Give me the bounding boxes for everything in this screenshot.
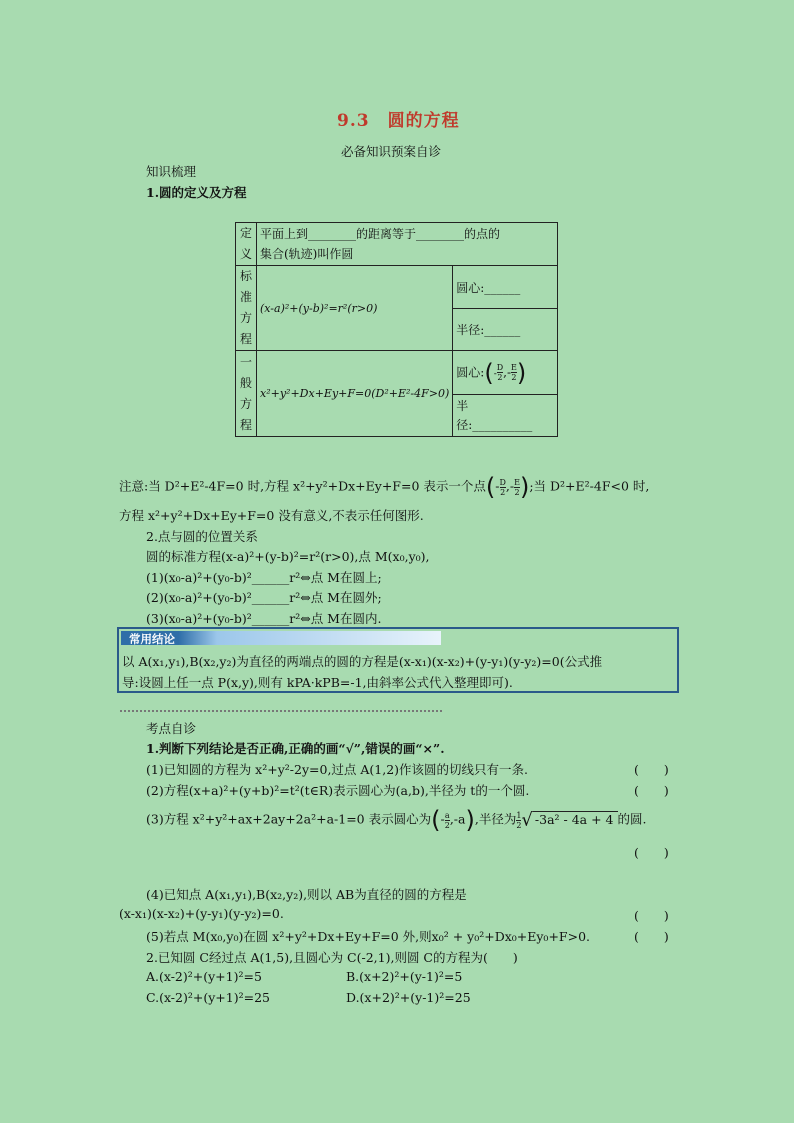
general-center: 圆心:(- $\frac{D}{2}$ ,- $\frac{E}{2}$ )	[453, 351, 558, 395]
answer-paren-4: ( )	[634, 908, 669, 923]
common-line-1: 以 A(x₁,y₁),B(x₂,y₂)为直径的两端点的圆的方程是(x-x₁)(x-x₂)+(y-y₁)(y-y₂)=0(公式推	[122, 654, 603, 669]
note-line-2: 方程 x²+y²+Dx+Ey+F=0 没有意义,不表示任何图形.	[119, 508, 424, 523]
relation-item-3: (3)(x₀-a)²+(y₀-b)²______r²⇔点 M在圆内.	[146, 611, 382, 626]
divider	[120, 710, 442, 712]
section-1-heading: 1.圆的定义及方程	[146, 185, 247, 200]
general-equation: x²+y²+Dx+Ey+F=0(D²+E²-4F>0)	[257, 351, 453, 437]
section-2-heading: 2.点与圆的位置关系	[146, 529, 258, 544]
relation-intro: 圆的标准方程(x-a)²+(y-b)²=r²(r>0),点 M(x₀,y₀),	[146, 549, 430, 564]
relation-item-2: (2)(x₀-a)²+(y₀-b)²______r²⇔点 M在圆外;	[146, 590, 382, 605]
question-1-4-a: (4)已知点 A(x₁,y₁),B(x₂,y₂),则以 AB为直径的圆的方程是	[146, 887, 467, 902]
page-subtitle: 必备知识预案自诊	[341, 144, 442, 159]
center-y-fraction: $\frac{E}{2}$	[511, 363, 517, 382]
definition-line-2: 集合(轨迹)叫作圆	[260, 247, 354, 261]
question-1-5: (5)若点 M(x₀,y₀)在圆 x²+y²+Dx+Ey+F=0 外,则x₀² + y₀²+Dx₀+Ey₀+F>0.	[146, 929, 590, 944]
definition-cell	[257, 223, 558, 266]
note-line-1: 注意:当 D²+E²-4F=0 时,方程 x²+y²+Dx+Ey+F=0 表示一个点(- $\frac{D}{2}$ ,- $\frac{E}{2}$ );当 D²+E²-4F<0 时,	[119, 473, 650, 501]
page-title: 9.3 圆的方程	[337, 111, 460, 131]
answer-paren-1: ( )	[634, 762, 669, 777]
option-b: B.(x+2)²+(y-1)²=5	[346, 969, 463, 984]
common-conclusion-tab: 常用结论	[121, 631, 441, 645]
section-exam-heading: 考点自诊	[146, 721, 197, 736]
answer-paren-2: ( )	[634, 783, 669, 798]
row-label-standard: 标准方程	[236, 266, 257, 351]
option-a: A.(x-2)²+(y+1)²=5	[146, 969, 262, 984]
circle-definition-table	[235, 222, 558, 437]
common-conclusion-box	[117, 627, 679, 693]
option-c: C.(x-2)²+(y+1)²=25	[146, 990, 270, 1005]
standard-radius: 半径:______	[453, 309, 558, 351]
question-1: 1.判断下列结论是否正确,正确的画“√”,错误的画“×”.	[146, 741, 445, 756]
question-2: 2.已知圆 C经过点 A(1,5),且圆心为 C(-2,1),则圆 C的方程为( )	[146, 950, 518, 965]
answer-paren-5: ( )	[634, 929, 669, 944]
answer-paren-3: ( )	[634, 845, 669, 860]
option-d: D.(x+2)²+(y-1)²=25	[346, 990, 471, 1005]
general-radius: 半 径:__________	[453, 395, 558, 437]
section-knowledge: 知识梳理	[146, 164, 197, 179]
row-label-definition: 定义	[236, 223, 257, 266]
question-1-4-b: (x-x₁)(x-x₂)+(y-y₁)(y-y₂)=0.	[119, 906, 284, 921]
relation-item-1: (1)(x₀-a)²+(y₀-b)²______r²⇔点 M在圆上;	[146, 570, 382, 585]
question-1-2: (2)方程(x+a)²+(y+b)²=t²(t∈R)表示圆心为(a,b),半径为 t的一个圆.	[146, 783, 530, 798]
common-line-2: 导:设圆上任一点 P(x,y),则有 kPA·kPB=-1,由斜率公式代入整理即可).	[122, 675, 513, 690]
question-1-3: (3)方程 x²+y²+ax+2ay+2a²+a-1=0 表示圆心为(- $\frac{a}{2}$ ,-a),半径为 $\frac{1}{2}$ √ -3a² - 4a + 4 的圆.	[146, 806, 647, 834]
sqrt-expression: -3a² - 4a + 4	[533, 811, 618, 827]
row-label-general: 一般方程	[236, 351, 257, 437]
definition-line-1: 平面上到________的距离等于________的点的	[260, 227, 501, 241]
center-x-fraction: $\frac{D}{2}$	[496, 363, 504, 382]
standard-center: 圆心:______	[453, 266, 558, 309]
standard-equation: (x-a)²+(y-b)²=r²(r>0)	[257, 266, 453, 351]
question-1-1: (1)已知圆的方程为 x²+y²-2y=0,过点 A(1,2)作该圆的切线只有一条.	[146, 762, 529, 777]
